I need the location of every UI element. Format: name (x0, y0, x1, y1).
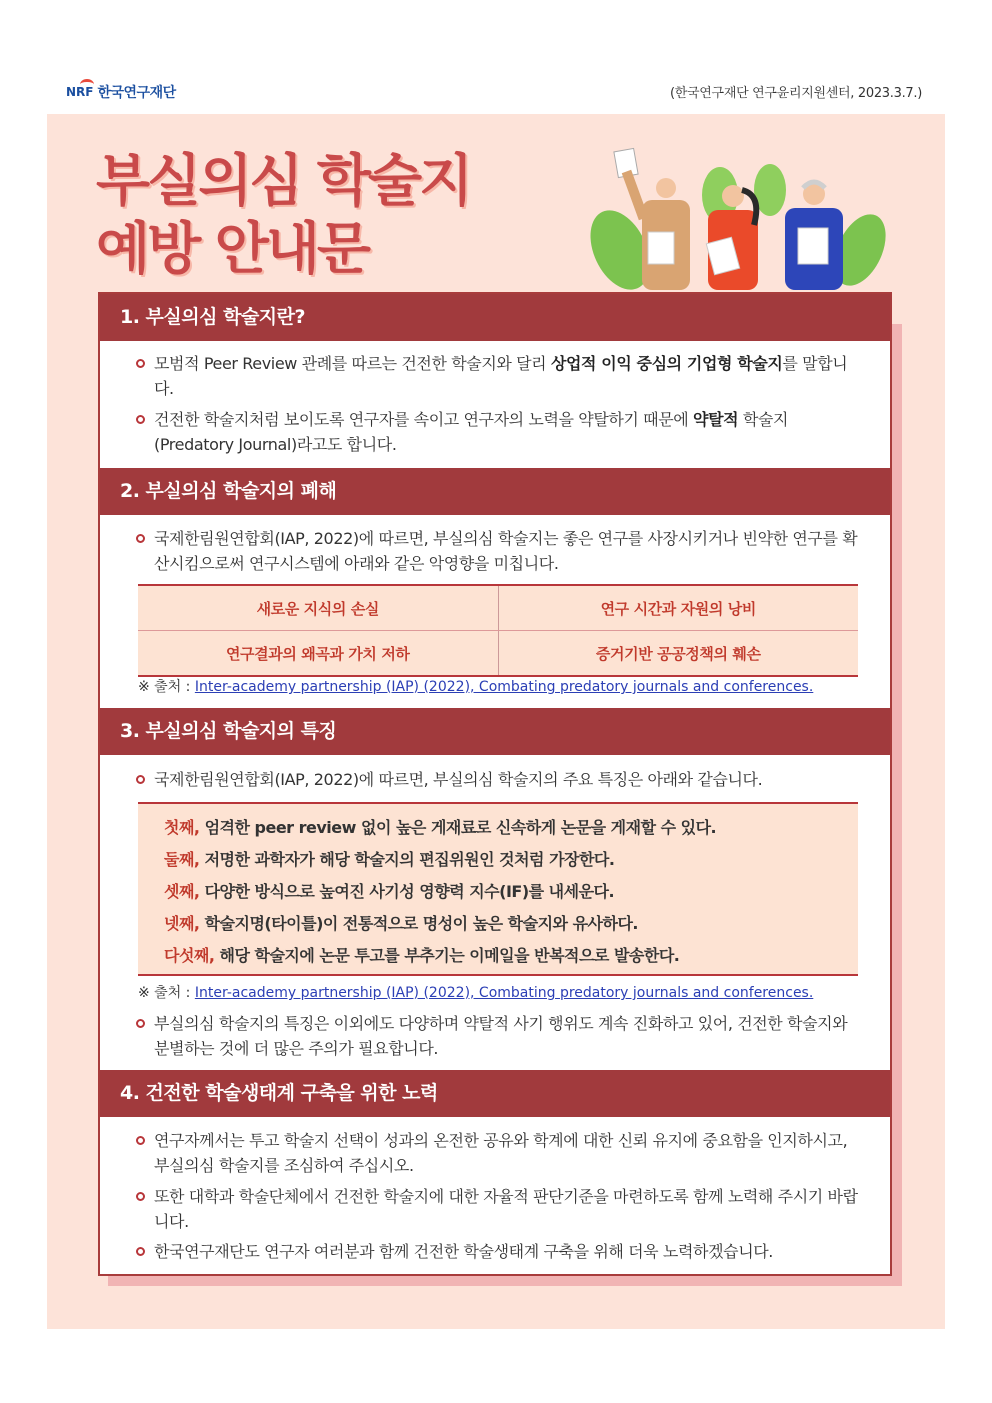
section-3-bullet-2: 부실의심 학술지의 특징은 이외에도 다양하며 약탈적 사기 행위도 계속 진화하고 있어, 건전한 학술지와 분별하는 것에 더 많은 주의가 필요합니다. (154, 1011, 860, 1061)
section-2-heading: 2. 부실의심 학술지의 폐해 (100, 468, 890, 515)
table-row (138, 631, 858, 677)
source-link[interactable]: Inter-academy partnership (IAP) (2022), Combating predatory journals and conferences. (194, 985, 814, 1001)
table-cell: 연구 시간과 자원의 낭비 (498, 585, 858, 631)
nrf-logo-mark: NRF (66, 85, 94, 99)
table-cell: 증거기반 공공정책의 훼손 (498, 631, 858, 677)
source-label: ※ 출처 : (138, 985, 195, 1001)
bullet-bold-text: 상업적 이익 중심의 기업형 학술지 (550, 354, 783, 373)
feature-item (164, 812, 858, 844)
bullet-text: 건전한 학술지처럼 보이도록 연구자를 속이고 연구자의 노력을 약탈하기 때문에 (154, 410, 694, 429)
source-note-2 (138, 982, 813, 1002)
section-3-heading: 3. 부실의심 학술지의 특징 (100, 708, 890, 755)
section-1-heading: 1. 부실의심 학술지란? (100, 294, 890, 341)
feature-ordinal: 셋째, (164, 882, 200, 901)
feature-item (164, 876, 858, 908)
feature-ordinal: 넷째, (164, 914, 200, 933)
feature-item (164, 940, 858, 972)
feature-text: 해당 학술지에 논문 투고를 부추기는 이메일을 반복적으로 발송한다. (214, 946, 680, 965)
header-note: (한국연구재단 연구윤리지원센터, 2023.3.7.) (670, 86, 922, 101)
table-row (138, 585, 858, 631)
feature-item (164, 844, 858, 876)
feature-text: 학술지명(타이틀)이 전통적으로 명성이 높은 학술지와 유사하다. (199, 914, 638, 933)
section-2-bullet-1: 국제한림원연합회(IAP, 2022)에 따르면, 부실의심 학술지는 좋은 연구를 사장시키거나 빈약한 연구를 확산시킴으로써 연구시스템에 아래와 같은 악영향을 미칩니다. (154, 526, 860, 576)
section-4-bullet-3: 한국연구재단도 연구자 여러분과 함께 건전한 학술생태계 구축을 위해 더욱 노력하겠습니다. (154, 1239, 860, 1264)
section-1-bullet-1 (154, 351, 860, 401)
feature-text: 엄격한 peer review 없이 높은 게재료로 신속하게 논문을 게재할 수 있다. (199, 818, 717, 837)
section-4-bullet-1: 연구자께서는 투고 학술지 선택이 성과의 온전한 공유와 학계에 대한 신뢰 유지에 중요함을 인지하시고, 부실의심 학술지를 조심하여 주십시오. (154, 1128, 860, 1178)
features-box (138, 802, 858, 976)
source-note-1 (138, 676, 813, 696)
feature-item (164, 908, 858, 940)
section-3-bullet-1: 국제한림원연합회(IAP, 2022)에 따르면, 부실의심 학술지의 주요 특징은 아래와 같습니다. (154, 767, 860, 792)
nrf-logo-text: 한국연구재단 (97, 85, 176, 101)
nrf-logo (66, 82, 176, 102)
feature-text: 저명한 과학자가 해당 학술지의 편집위원인 것처럼 가장한다. (199, 850, 615, 869)
source-link[interactable]: Inter-academy partnership (IAP) (2022), Combating predatory journals and conferences. (194, 679, 814, 695)
table-cell: 연구결과의 왜곡과 가치 저하 (225, 644, 410, 663)
bullet-text: 모범적 Peer Review 관례를 따르는 건전한 학술지와 달리 (154, 354, 551, 373)
feature-text: 다양한 방식으로 높여진 사기성 영향력 지수(IF)를 내세운다. (199, 882, 615, 901)
title-line-1: 부실의심 학술지 (96, 149, 471, 214)
section-1-bullet-2 (154, 407, 860, 457)
bullet-text: 를 말합니다. (154, 354, 848, 398)
table-cell: 새로운 지식의 손실 (138, 585, 498, 631)
content-card (98, 292, 892, 1276)
feature-ordinal: 첫째, (164, 818, 200, 837)
harm-table (138, 584, 858, 677)
source-label: ※ 출처 : (138, 679, 195, 695)
title-line-2: 예방 안내문 (96, 217, 368, 282)
feature-ordinal: 다섯째, (164, 946, 215, 965)
bullet-bold-text: 약탈적 (693, 410, 739, 429)
page-title (96, 148, 470, 284)
feature-ordinal: 둘째, (164, 850, 200, 869)
bullet-text: 학술지 (Predatory Journal)라고도 합니다. (154, 410, 789, 454)
section-4-bullet-2: 또한 대학과 학술단체에서 건전한 학술지에 대한 자율적 판단기준을 마련하도록 함께 노력해 주시기 바랍니다. (154, 1184, 860, 1234)
section-4-heading: 4. 건전한 학술생태계 구축을 위한 노력 (100, 1070, 890, 1117)
people-illustration (590, 140, 890, 290)
